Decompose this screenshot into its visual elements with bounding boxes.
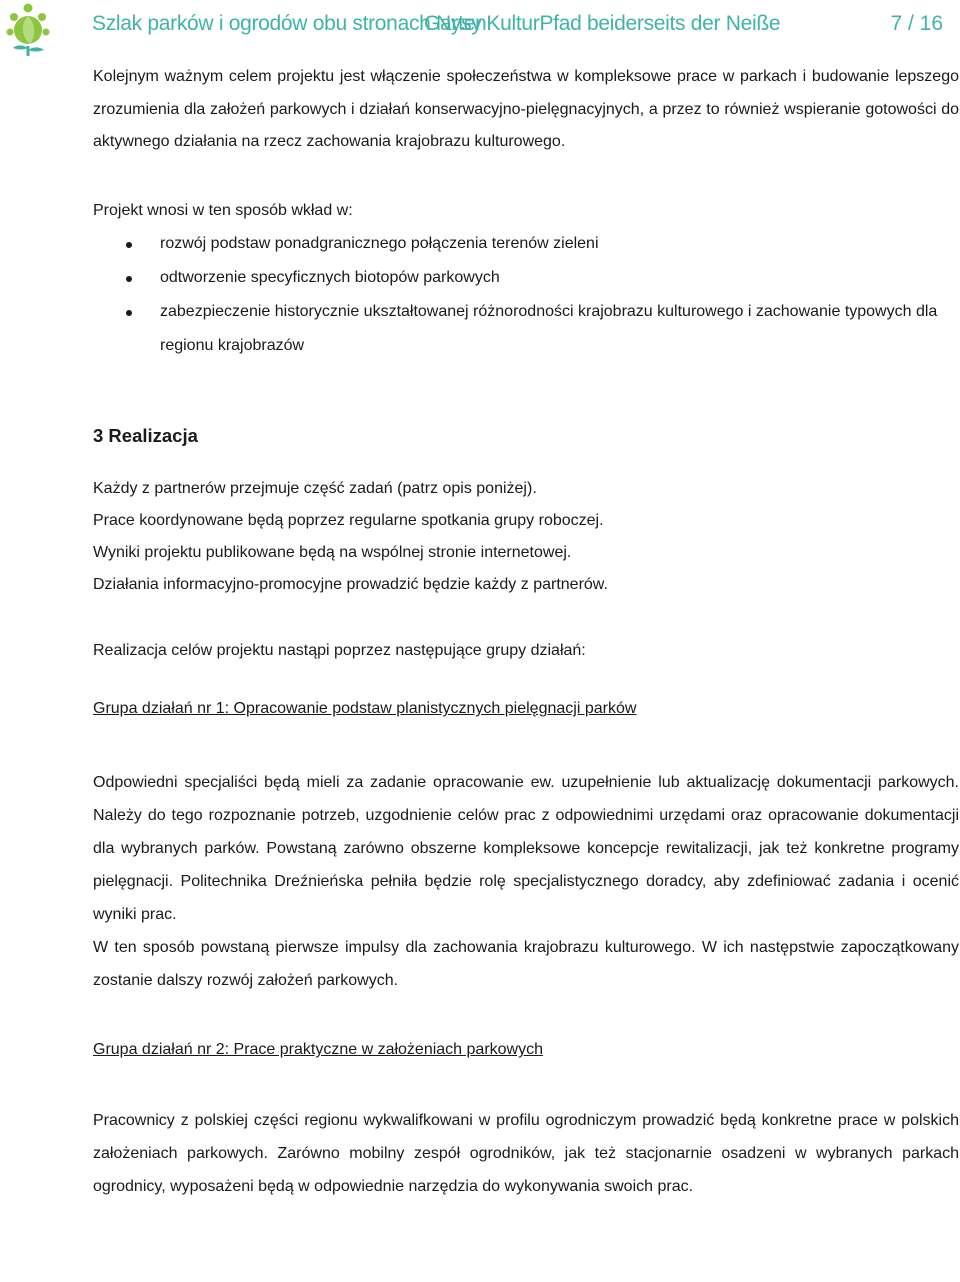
group1-paragraph-2: W ten sposób powstaną pierwsze impulsy dla zachowania krajobrazu kulturowego. W ich następstwie zapoczątkowany zostanie dalszy rozwój założeń parkowych. (93, 939, 959, 990)
text-line: Każdy z partnerów przejmuje część zadań (patrz opis poniżej). (93, 480, 537, 498)
list-item: rozwój podstaw ponadgranicznego połączenia terenów zieleni (93, 227, 959, 261)
text-line: Działania informacyjno-promocyjne prowadzić będzie każdy z partnerów. (93, 576, 608, 594)
page-header (0, 0, 960, 60)
bullet-icon (126, 242, 132, 248)
list-item: zabezpieczenie historycznie ukształtowanej różnorodności krajobrazu kulturowego i zachowanie typowych dla regionu krajobrazów (93, 295, 959, 363)
document-body (93, 60, 959, 1203)
bullet-icon (126, 310, 132, 316)
contribution-intro: Projekt wnosi w ten sposób wkład w: (93, 202, 353, 220)
page-number: 7 / 16 (890, 12, 943, 35)
header-title-polish: Szlak parków i ogrodów obu stronach Nysy (92, 12, 482, 35)
groups-intro: Realizacja celów projektu nastąpi poprzez następujące grupy działań: (93, 642, 586, 660)
contribution-list (93, 227, 959, 363)
text-line: Prace koordynowane będą poprzez regularne spotkania grupy roboczej. (93, 512, 604, 530)
group1-paragraph: Odpowiedni specjaliści będą mieli za zadanie opracowanie ew. uzupełnienie lub aktualizację dokumentacji parkowych. Należy do tego rozpoznanie potrzeb, uzgodnienie celów prac z odpowiednimi urzędami oraz opracowanie dokumentacji dla wybranych parków. Powstaną zarówno obszerne kompleksowe koncepcje rewitalizacji, jak też konkretne programy pielęgnacji. Politechnika Dreźnieńska pełniła będzie rolę specjalistycznego doradcy, aby zdefiniować zadania i ocenić wyniki prac. (93, 774, 959, 924)
flower-leaves-logo-icon (4, 2, 52, 56)
list-item: odtworzenie specyficznych biotopów parkowych (93, 261, 959, 295)
group2-title: Grupa działań nr 2: Prace praktyczne w założeniach parkowych (93, 1041, 543, 1059)
header-title-german: GartenKulturPfad beiderseits der Neiße (424, 12, 781, 35)
text-line: Wyniki projektu publikowane będą na wspólnej stronie internetowej. (93, 544, 572, 562)
bullet-icon (126, 276, 132, 282)
realizacja-lines (93, 473, 959, 601)
section-heading: 3 Realizacja (93, 425, 198, 447)
group2-paragraph: Pracownicy z polskiej części regionu wykwalifkowani w profilu ogrodniczym prowadzić będą konkretne prace w polskich założeniach parkowych. Zarówno mobilny zespół ogrodników, jak też stacjonarnie osadzeni w wybranych parkach ogrodnicy, wyposażeni będą w odpowiednie narzędzia do wykonywania swoich prac. (93, 1112, 959, 1196)
group1-title: Grupa działań nr 1: Opracowanie podstaw planistycznych pielęgnacji parków (93, 700, 637, 718)
intro-paragraph: Kolejnym ważnym celem projektu jest włączenie społeczeństwa w kompleksowe prace w parkach i budowanie lepszego zrozumienia dla założeń parkowych i działań konserwacyjno-pielęgnacyjnych, a przez to również wspieranie gotowości do aktywnego działania na rzecz zachowania krajobrazu kulturowego. (93, 68, 959, 151)
